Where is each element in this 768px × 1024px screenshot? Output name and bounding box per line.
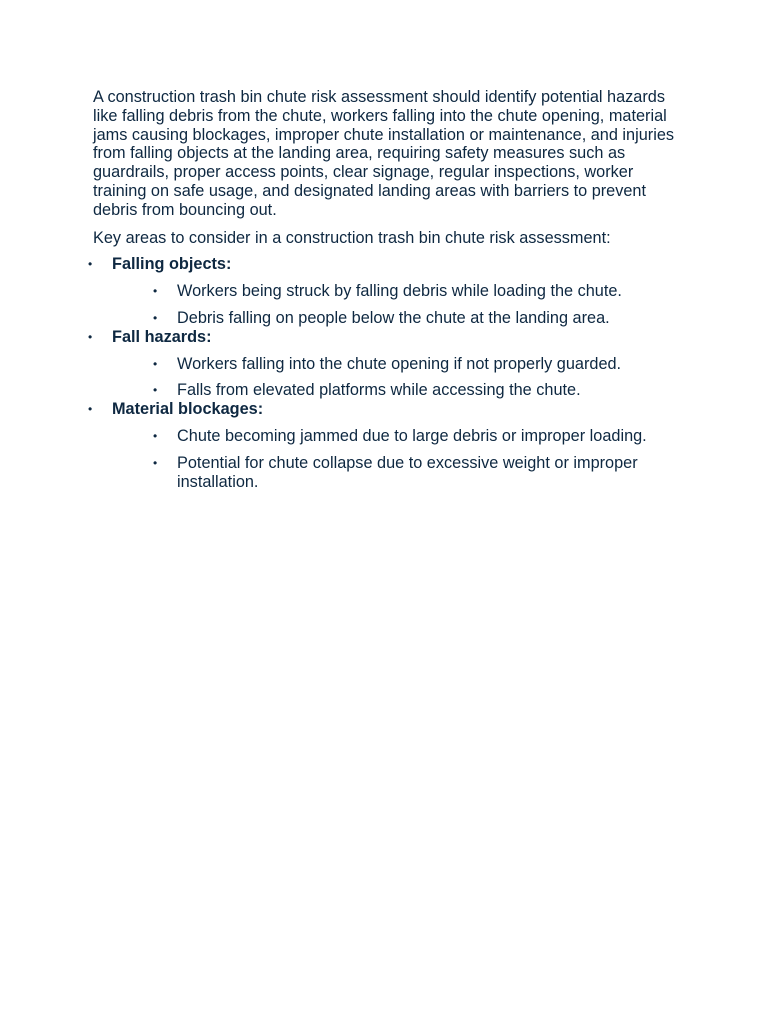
lead-paragraph: Key areas to consider in a construction trash bin chute risk assessment: bbox=[93, 228, 611, 247]
sub-list-item-text: Workers being struck by falling debris while loading the chute. bbox=[177, 282, 622, 301]
list-item bbox=[88, 255, 683, 327]
intro-paragraph: A construction trash bin chute risk assessment should identify potential hazards like falling debris from the chute, workers falling into the chute opening, material jams causing blockages, improper chute installation or maintenance, and injuries from falling objects at the landing area, requiring safety measures such as guardrails, proper access points, clear signage, regular inspections, worker training on safe usage, and designated landing areas with barriers to prevent debris from bouncing out. bbox=[93, 88, 675, 219]
list-item bbox=[88, 327, 683, 400]
sub-list-item bbox=[112, 355, 683, 374]
sub-list-item bbox=[112, 381, 683, 400]
document-body bbox=[88, 88, 683, 491]
bullet-icon: • bbox=[153, 455, 158, 470]
sub-list-item-text: Workers falling into the chute opening if not properly guarded. bbox=[177, 354, 622, 373]
bullet-icon: • bbox=[153, 310, 158, 325]
sub-list-item-text: Chute becoming jammed due to large debris or improper loading. bbox=[177, 426, 647, 445]
sub-list-item bbox=[112, 309, 683, 328]
sub-list bbox=[112, 427, 683, 491]
sub-list-item bbox=[112, 282, 683, 301]
sub-list-item bbox=[112, 427, 683, 446]
bullet-icon: • bbox=[88, 257, 93, 272]
section-heading: Falling objects: bbox=[112, 255, 232, 274]
bullet-icon: • bbox=[153, 284, 158, 299]
bullet-icon: • bbox=[153, 383, 158, 398]
sub-list bbox=[112, 282, 683, 328]
bullet-icon: • bbox=[88, 402, 93, 417]
bullet-icon: • bbox=[88, 329, 93, 344]
sub-list-item-text: Debris falling on people below the chute at the landing area. bbox=[177, 308, 610, 327]
bullet-icon: • bbox=[153, 356, 158, 371]
sub-list-item bbox=[112, 454, 683, 492]
sub-list bbox=[112, 355, 683, 401]
bullet-icon: • bbox=[153, 428, 158, 443]
section-heading: Material blockages: bbox=[112, 400, 264, 419]
key-areas-list bbox=[88, 255, 683, 491]
section-heading: Fall hazards: bbox=[112, 327, 212, 346]
sub-list-item-text: Potential for chute collapse due to excessive weight or improper installation. bbox=[177, 453, 638, 491]
list-item bbox=[88, 400, 683, 491]
sub-list-item-text: Falls from elevated platforms while accessing the chute. bbox=[177, 381, 581, 400]
